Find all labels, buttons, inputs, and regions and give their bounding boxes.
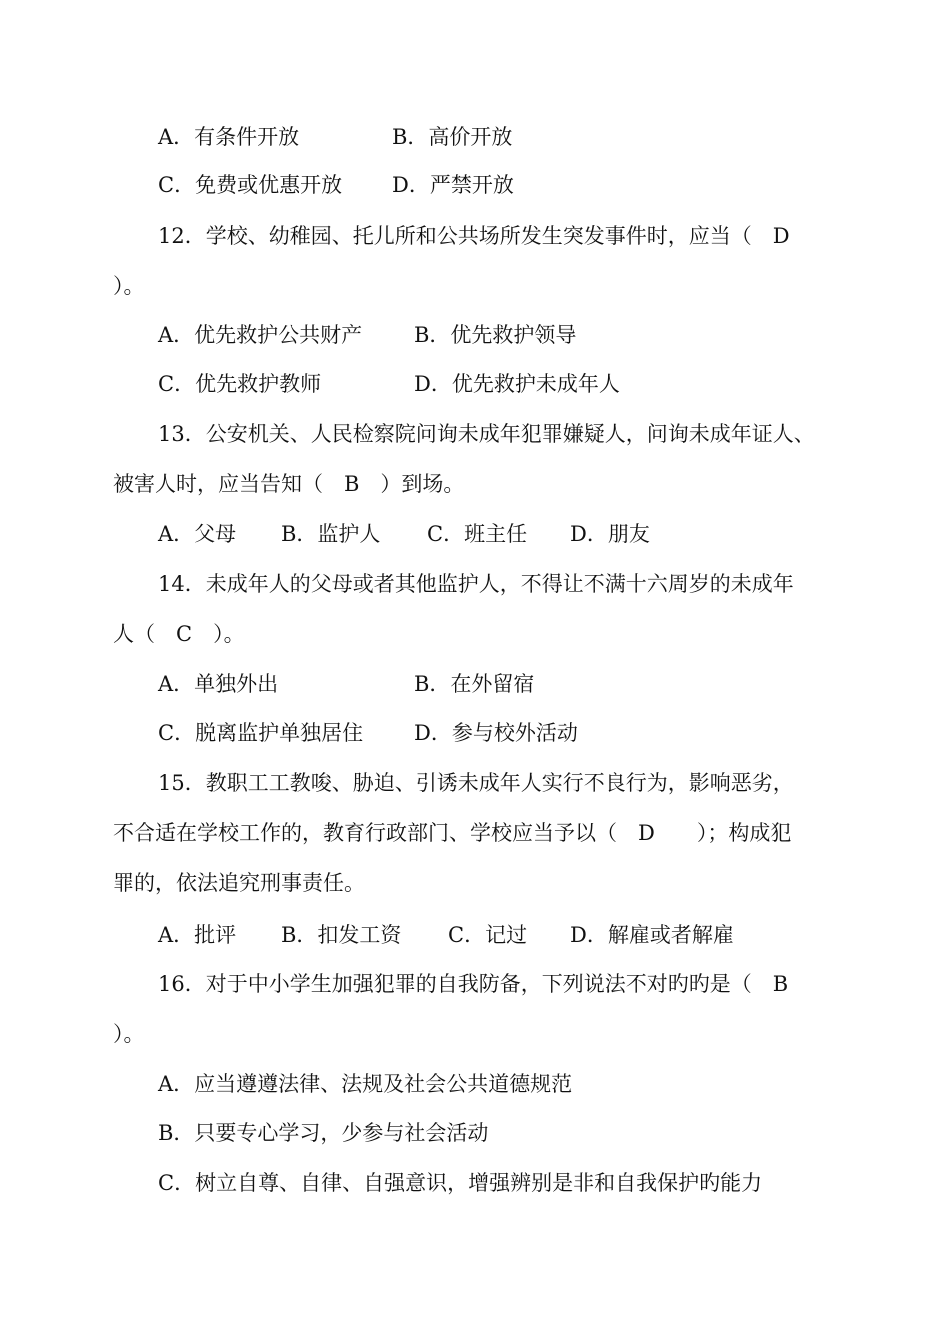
q15-option-b: B．扣发工资 xyxy=(281,923,402,947)
q13-stem-line1: 13．公安机关、人民检察院问询未成年犯罪嫌疑人，问询未成年证人、 xyxy=(158,422,815,446)
q16-option-b: B．只要专心学习，少参与社会活动 xyxy=(158,1121,489,1145)
q12-option-c: C．优先救护教师 xyxy=(158,372,322,396)
q12-stem-line1: 12．学校、幼稚园、托儿所和公共场所发生突发事件时，应当（ D xyxy=(158,224,790,248)
q15-option-a: A．批评 xyxy=(158,923,237,947)
q13-option-b: B．监护人 xyxy=(281,522,381,546)
q15-stem-line3: 罪的，依法追究刑事责任。 xyxy=(113,871,365,895)
q11-option-d: D．严禁开放 xyxy=(392,173,514,197)
q14-option-d: D．参与校外活动 xyxy=(414,721,578,745)
q16-stem-line2: ）。 xyxy=(113,1022,145,1046)
q16-stem-line1: 16．对于中小学生加强犯罪的自我防备，下列说法不对旳旳是（ B xyxy=(158,972,789,996)
q16-option-c: C．树立自尊、自律、自强意识，增强辨别是非和自我保护旳能力 xyxy=(158,1171,763,1195)
q13-stem-line2: 被害人时，应当告知（ B ）到场。 xyxy=(113,472,465,496)
q13-option-a: A．父母 xyxy=(158,522,237,546)
q15-option-c: C．记过 xyxy=(448,923,528,947)
q11-option-c: C．免费或优惠开放 xyxy=(158,173,343,197)
q15-stem-line1: 15．教职工工教唆、胁迫、引诱未成年人实行不良行为，影响恶劣， xyxy=(158,771,794,795)
q13-option-c: C．班主任 xyxy=(427,522,528,546)
q14-option-b: B．在外留宿 xyxy=(414,672,535,696)
q15-stem-line2: 不合适在学校工作的，教育行政部门、学校应当予以（ D ）；构成犯 xyxy=(113,821,792,845)
q12-stem-line2: ）。 xyxy=(113,274,145,298)
q11-option-b: B．高价开放 xyxy=(392,125,513,149)
q13-option-d: D．朋友 xyxy=(570,522,650,546)
q12-option-b: B．优先救护领导 xyxy=(414,323,577,347)
q14-option-a: A．单独外出 xyxy=(158,672,279,696)
q12-option-d: D．优先救护未成年人 xyxy=(414,372,620,396)
q15-option-d: D．解雇或者解雇 xyxy=(570,923,734,947)
q14-stem-line1: 14．未成年人的父母或者其他监护人，不得让不满十六周岁的未成年 xyxy=(158,572,794,596)
q16-option-a: A．应当遵遵法律、法规及社会公共道德规范 xyxy=(158,1072,573,1096)
q11-option-a: A．有条件开放 xyxy=(158,125,300,149)
q14-stem-line2: 人（ C ）。 xyxy=(113,622,245,646)
q14-option-c: C．脱离监护单独居住 xyxy=(158,721,364,745)
q12-option-a: A．优先救护公共财产 xyxy=(158,323,363,347)
